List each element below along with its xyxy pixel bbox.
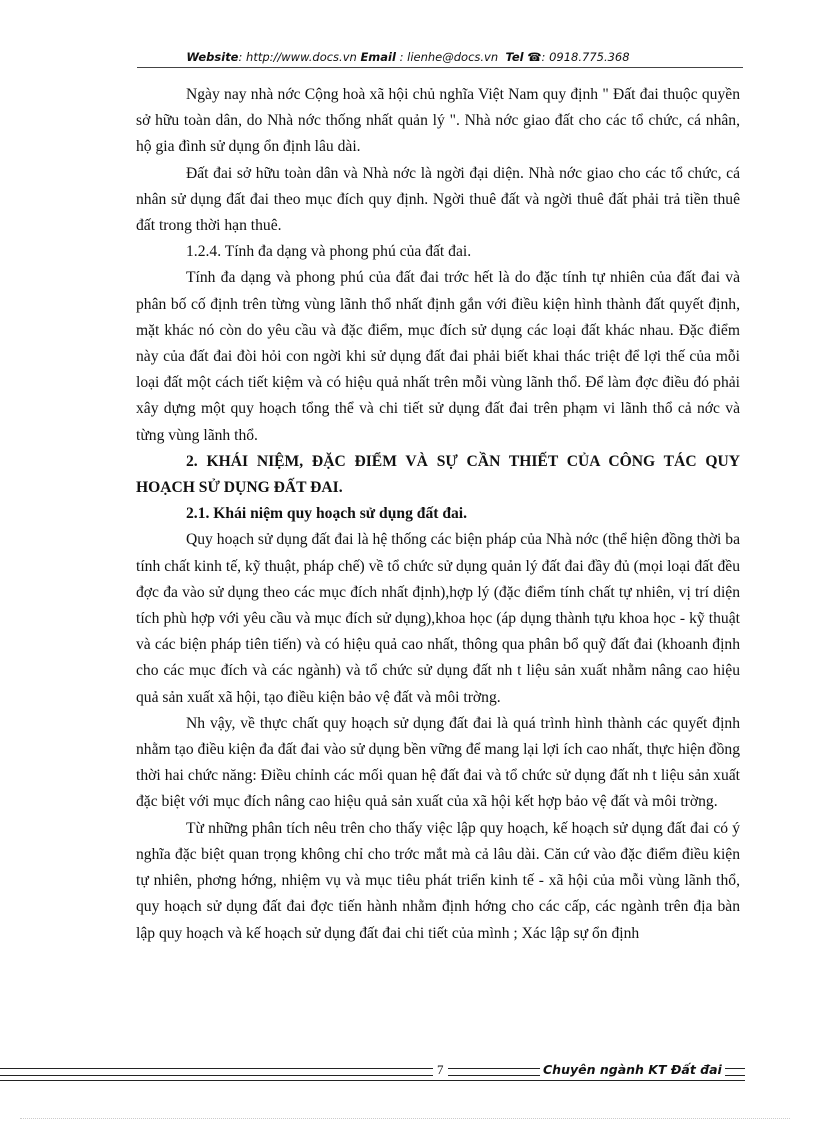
page-number: 7	[433, 1062, 448, 1078]
paragraph: Nh vậy, về thực chất quy hoạch sử dụng đất đai là quá trình hình thành các quyết định nhằm tạo điều kiện đa đất đai vào sử dụng bền vững để mang lại lợi ích cao nhất, thực hiện đồng thời hai chức năng: Điều chỉnh các mối quan hệ đất đai và tổ chức sử dụng đất nh t liệu sản xuất đặc biệt với mục đích nâng cao hiệu quả sản xuất của xã hội kết hợp bảo vệ đất và môi trờng.	[136, 714, 740, 811]
subsection-heading-bold: 2.1. Khái niệm quy hoạch sử dụng đất đai.	[186, 505, 468, 523]
website-label: Website	[186, 50, 239, 64]
phone-icon: ☎	[527, 50, 542, 64]
paragraph: Tính đa dạng và phong phú của đất đai trớc hết là do đặc tính tự nhiên của đất đai và phân bố cố định trên từng vùng lãnh thổ nhất định gắn với điều kiện hình thành đất quyết định, mặt khác nó còn do yêu cầu và đặc điểm, mục đích sử dụng các loại đất khác nhau. Đặc điểm này của đất đai đòi hỏi con ngời khi sử dụng đất đai phải biết khai thác triệt để lợi thế của mỗi loại đất một cách tiết kiệm và có hiệu quả nhất trên mỗi vùng lãnh thổ. Để làm đợc điều đó phải xây dựng một quy hoạch tổng thể và chi tiết sử dụng đất đai trên phạm vi lãnh thổ cả nớc và từng vùng lãnh thổ.	[136, 269, 740, 444]
footer-major: Chuyên ngành KT Đất đai	[540, 1062, 725, 1077]
tel-value: : 0918.775.368	[541, 50, 630, 64]
page-edge-dots	[20, 1118, 790, 1119]
email-value: : lienhe@docs.vn	[395, 50, 499, 64]
tel-label: Tel	[505, 50, 524, 64]
header-rule	[137, 67, 743, 68]
section-heading: 2. KHÁI NIỆM, ĐẶC ĐIỂM VÀ SỰ CẦN THIẾT CỦA CÔNG TÁC QUY HOẠCH SỬ DỤNG ĐẤT ĐAI.	[136, 452, 740, 497]
paragraph: Từ những phân tích nêu trên cho thấy việc lập quy hoạch, kế hoạch sử dụng đất đai có ý nghĩa đặc biệt quan trọng không chỉ cho trớc mắt mà cả lâu dài. Căn cứ vào đặc điểm điều kiện tự nhiên, phơng hớng, nhiệm vụ và mục tiêu phát triển kinh tế - xã hội của mỗi vùng lãnh thổ, quy hoạch sử dụng đất đai đợc tiến hành nhằm định hớng cho các cấp, các ngành trên địa bàn lập quy hoạch và kế hoạch sử dụng đất đai chi tiết của mình ; Xác lập sự ổn định	[136, 819, 740, 942]
paragraph: Đất đai sở hữu toàn dân và Nhà nớc là ngời đại diện. Nhà nớc giao cho các tổ chức, cá nhân sử dụng đất đai theo mục đích quy định. Ngời thuê đất và ngời thuê đất phải trả tiền thuê đất trong thời hạn thuê.	[136, 164, 740, 235]
website-value: : http://www.docs.vn	[238, 50, 357, 64]
subsection-heading: 1.2.4. Tính đa dạng và phong phú của đất đai.	[186, 243, 472, 261]
email-label: Email	[360, 50, 396, 64]
paragraph: Ngày nay nhà nớc Cộng hoà xã hội chủ nghĩa Việt Nam quy định " Đất đai thuộc quyền sở hữu toàn dân, do Nhà nớc thống nhất quản lý ". Nhà nớc giao đất cho các tổ chức, cá nhân, hộ gia đình sử dụng ổn định lâu dài.	[136, 86, 740, 156]
page-header	[0, 50, 816, 64]
document-body	[136, 82, 740, 947]
paragraph: Quy hoạch sử dụng đất đai là hệ thống các biện pháp của Nhà nớc (thể hiện đồng thời ba tính chất kinh tế, kỹ thuật, pháp chế) về tổ chức sử dụng quản lý đất đai đầy đủ (mọi loại đất đều đợc đa vào sử dụng theo các mục đích nhất định),hợp lý (đặc điểm tính chất tự nhiên, vị trí diện tích phù hợp với yêu cầu và mục đích sử dụng),khoa học (áp dụng thành tựu khoa học - kỹ thuật và các biện pháp tiên tiến) và có hiệu quả cao nhất, thông qua phân bổ quỹ đất đai (khoanh định cho các mục đích và các ngành) và tổ chức sử dụng đất nh t liệu sản xuất nhằm nâng cao hiệu quả sản xuất xã hội, tạo điều kiện bảo vệ đất và môi trờng.	[136, 531, 740, 706]
footer-rule-lower	[0, 1080, 745, 1081]
